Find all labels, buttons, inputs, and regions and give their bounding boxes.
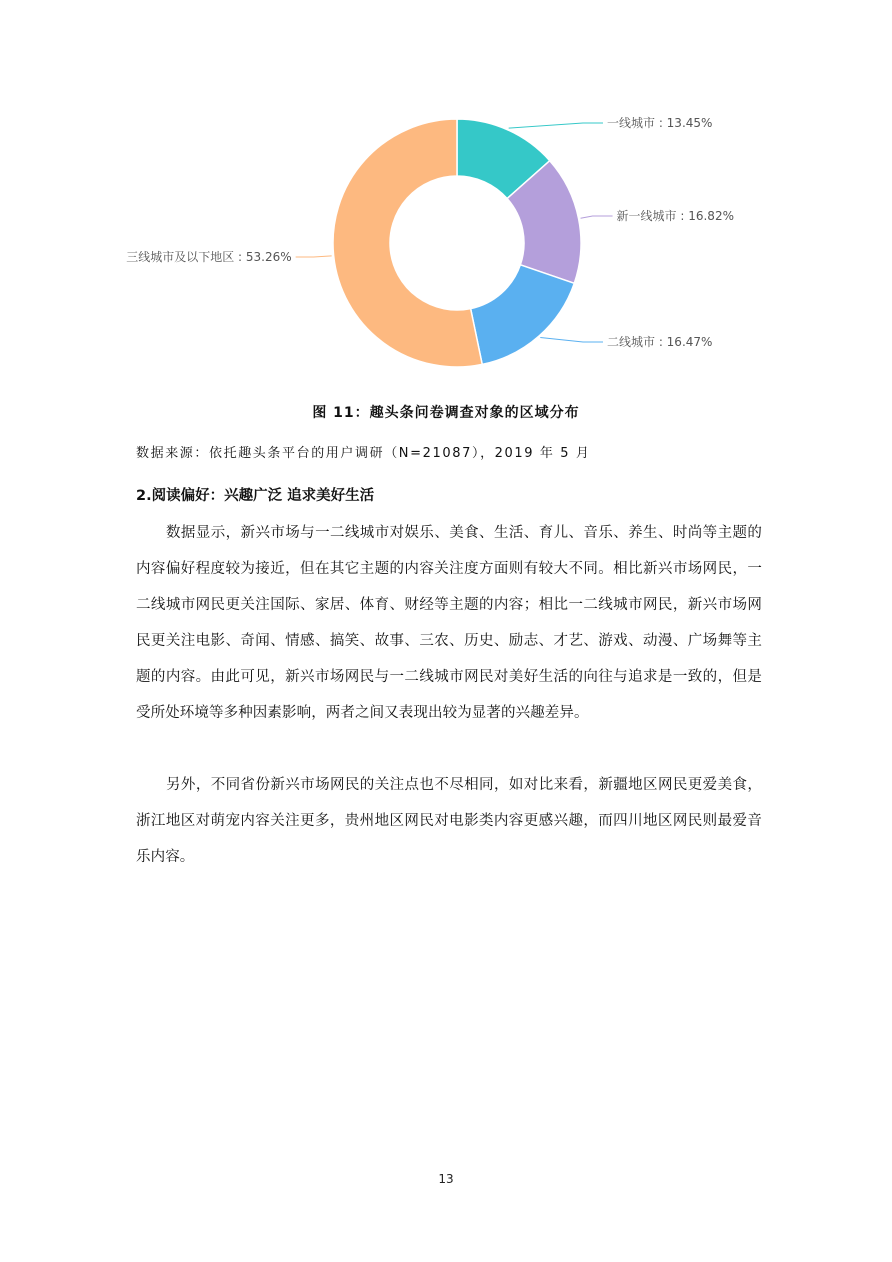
page-number: 13 xyxy=(438,1172,454,1186)
body-paragraph-1: 数据显示，新兴市场与一二线城市对娱乐、美食、生活、育儿、音乐、养生、时尚等主题的内容偏好程度较为接近，但在其它主题的内容关注度方面则有较大不同。相比新兴市场网民，一二线城市网民更关注国际、家居、体育、财经等主题的内容；相比一二线城市网民，新兴市场网民更关注电影、奇闻、情感、搞笑、故事、三农、历史、励志、才艺、游戏、动漫、广场舞等主题的内容。由此可见，新兴市场网民与一二线城市网民对美好生活的向往与追求是一致的，但是受所处环境等多种因素影响，两者之间又表现出较为显著的兴趣差异。 xyxy=(136,525,762,721)
donut-chart xyxy=(0,90,892,390)
slice-label: 二线城市 : 16.47% xyxy=(607,335,713,349)
label-leader-line xyxy=(581,216,613,218)
label-leader-line xyxy=(540,338,603,342)
body-paragraph-2: 另外，不同省份新兴市场网民的关注点也不尽相同，如对比来看，新疆地区网民更爱美食，浙江地区对萌宠内容关注更多，贵州地区网民对电影类内容更感兴趣，而四川地区网民则最爱音乐内容。 xyxy=(136,777,762,865)
section-heading: 2.阅读偏好：兴趣广泛 追求美好生活 xyxy=(136,488,375,504)
slice-label: 三线城市及以下地区 : 53.26% xyxy=(126,250,292,264)
slice-label: 新一线城市 : 16.82% xyxy=(616,209,734,223)
slice-label: 一线城市 : 13.45% xyxy=(607,116,713,130)
figure-source: 数据来源：依托趣头条平台的用户调研（N=21087），2019 年 5 月 xyxy=(136,446,591,461)
donut-slice xyxy=(471,265,575,365)
label-leader-line xyxy=(509,123,603,128)
figure-caption: 图 11：趣头条问卷调查对象的区域分布 xyxy=(312,405,580,421)
label-leader-line xyxy=(296,256,332,257)
